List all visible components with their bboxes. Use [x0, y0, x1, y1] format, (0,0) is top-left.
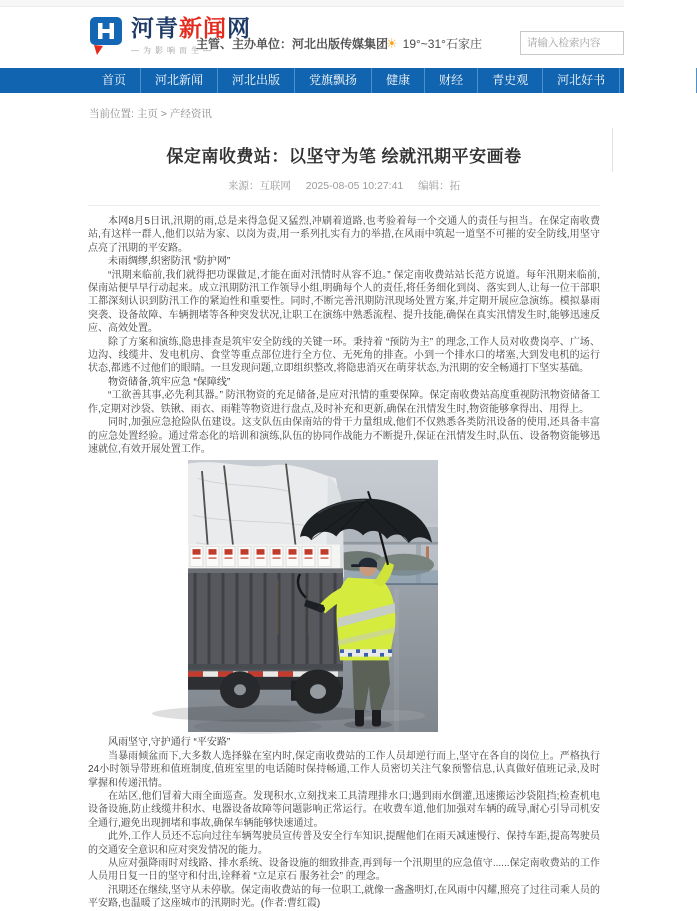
nav-item-hebei-publishing[interactable]: 河北出版 — [218, 68, 295, 93]
search-input[interactable] — [520, 31, 624, 55]
article-paragraph: 在站区,他们冒着大雨全面巡查。发现积水,立刻找来工具清理排水口;遇到雨水倒灌,迅速搬运沙袋阻挡;检查机电设备设施,防止线缆井积水、电器设备故障等问题影响正常运行。在收费车道,他们加强对车辆的疏导,耐心引导司机安全通行,避免出现拥堵和事故,确保车辆能够快速通过。 — [88, 790, 600, 829]
article-paragraph: 汛期还在继续,坚守从未停歇。保定南收费站的每一位职工,就像一盏盏明灯,在风雨中闪耀,照亮了过往司乘人员的平安路,也温暖了这座城市的汛期时光。(作者:曹红霞) — [88, 884, 600, 910]
breadcrumb-label: 当前位置: — [89, 108, 134, 120]
article-paragraph: “工欲善其事,必先利其器。” 防汛物资的充足储备,是应对汛情的重要保障。保定南收费站高度重视防汛物资储备工作,定期对沙袋、铁锹、雨衣、雨鞋等物资进行盘点,及时补充和更新,确保在汛情发生时,物资能够拿得出、用得上。 — [88, 390, 600, 415]
site-tagline: —为影响而生— — [131, 46, 215, 55]
sponsor-text: 主管、主办单位：河北出版传媒集团 — [196, 37, 389, 51]
nav-item-health[interactable]: 健康 — [372, 68, 425, 93]
nav-item-history-view[interactable]: 青史观 — [478, 68, 543, 93]
weather-text: 19°~31°石家庄 — [402, 37, 482, 51]
site-name: 河青新闻网 — [131, 15, 251, 41]
nav-item-home[interactable]: 首页 — [88, 68, 141, 93]
article-subhead: 风雨坚守,守护通行 “平安路” — [108, 737, 231, 749]
weather-widget — [386, 35, 482, 52]
nav-item-hebei-news[interactable]: 河北新闻 — [141, 68, 218, 93]
article-paragraph: 除了方案和演练,隐患排查是筑牢安全防线的关键一环。秉持着 “预防为主” 的理念,工作人员对收费岗亭、广场、边沟、线缆井、发电机房、食堂等重点部位进行全方位、无死角的排查。小到一个排水口的堵塞,大到发电机的运行状态,都逃不过他们的眼睛。一旦发现问题,立即组织整改,将隐患消灭在萌芽状态,为汛期的安全畅通打下坚实基础。 — [88, 336, 600, 375]
nav-item-rumor-refute[interactable]: 全民辟谣 — [620, 68, 697, 93]
article-paragraph: 此外,工作人员还不忘向过往车辆驾驶员宣传普及安全行车知识,提醒他们在雨天减速慢行、保持车距,提高驾驶员的交通安全意识和应对突发情况的能力。 — [88, 831, 600, 856]
article-paragraph: 从应对强降雨时对线路、排水系统、设备设施的细致排查,再到每一个汛期里的应急值守......保定南收费站的工作人员用日复一日的坚守和付出,诠释着 “立足京石 服务社会” 的理念。 — [88, 857, 600, 883]
sun-icon: ☀ — [386, 36, 398, 51]
article-subhead: 物资储备,筑牢应急 “保障线” — [108, 376, 231, 388]
breadcrumb-separator: > — [160, 108, 167, 120]
article-editor: 编辑：拓 — [418, 180, 461, 192]
site-header — [0, 7, 624, 68]
breadcrumb-section-link[interactable]: 产经资讯 — [169, 108, 212, 120]
nav-item-finance[interactable]: 财经 — [425, 68, 478, 93]
title-divider — [88, 205, 600, 206]
logo-icon — [88, 15, 126, 59]
article-paragraph: “汛期来临前,我们就得把功课做足,才能在面对汛情时从容不迫。” 保定南收费站站长范方说道。每年汛期来临前,保南站便早早行动起来。成立汛期防汛工作领导小组,明确每个人的责任,将任务细化到岗、落实到人,让每一位干部职工都深刻认识到防汛工作的紧迫性和重要性。同时,不断完善汛期防汛现场处置方案,并定期开展应急演练。模拟暴雨突袭、设备故障、车辆拥堵等各种突发状况,让职工在演练中熟悉流程、提升技能,确保在真实汛情发生时,能够迅速反应、高效处置。 — [88, 269, 600, 335]
article-paragraph: 同时,加强应急抢险队伍建设。这支队伍由保南站的骨干力量组成,他们不仅熟悉各类防汛设备的使用,还具备丰富的应急处置经验。通过常态化的培训和演练,队伍的协同作战能力不断提升,保证在汛情发生时,队伍、设备物资能够迅速就位,有效开展处置工作。 — [88, 417, 600, 455]
article — [88, 142, 600, 911]
article-datetime: 2025-08-05 10:27:41 — [305, 180, 404, 192]
article-body — [88, 215, 600, 911]
nav-item-party-flag[interactable]: 党旗飘扬 — [295, 68, 372, 93]
article-photo — [188, 460, 438, 732]
breadcrumb-home-link[interactable]: 主页 — [136, 108, 158, 120]
top-strip — [0, 0, 624, 7]
article-paragraph: 本网8月5日讯,汛期的雨,总是来得急促又猛烈,冲刷着道路,也考验着每一个交通人的责任与担当。在保定南收费站,有这样一群人,他们以站为家、以岗为责,用一系列扎实有力的举措,在风雨中筑起一道坚不可摧的安全防线,用坚守点亮了汛期的平安路。 — [88, 216, 600, 254]
article-subhead: 未雨绸缪,织密防汛 “防护网” — [108, 256, 231, 268]
nav-item-hebei-books[interactable]: 河北好书 — [543, 68, 620, 93]
breadcrumb — [89, 106, 624, 121]
sidebar-divider — [612, 128, 613, 172]
article-source: 来源：互联网 — [227, 180, 291, 192]
article-title: 保定南收费站：以坚守为笔 绘就汛期平安画卷 — [166, 147, 522, 166]
article-meta — [88, 178, 600, 193]
main-nav — [0, 68, 683, 93]
article-paragraph: 当暴雨倾盆而下,大多数人选择躲在室内时,保定南收费站的工作人员却逆行而上,坚守在各自的岗位上。严格执行24小时领导带班和值班制度,值班室里的电话随时保持畅通,工作人员密切关注气象预警信息,认真做好值班记录,及时掌握和传递汛情。 — [88, 750, 600, 789]
